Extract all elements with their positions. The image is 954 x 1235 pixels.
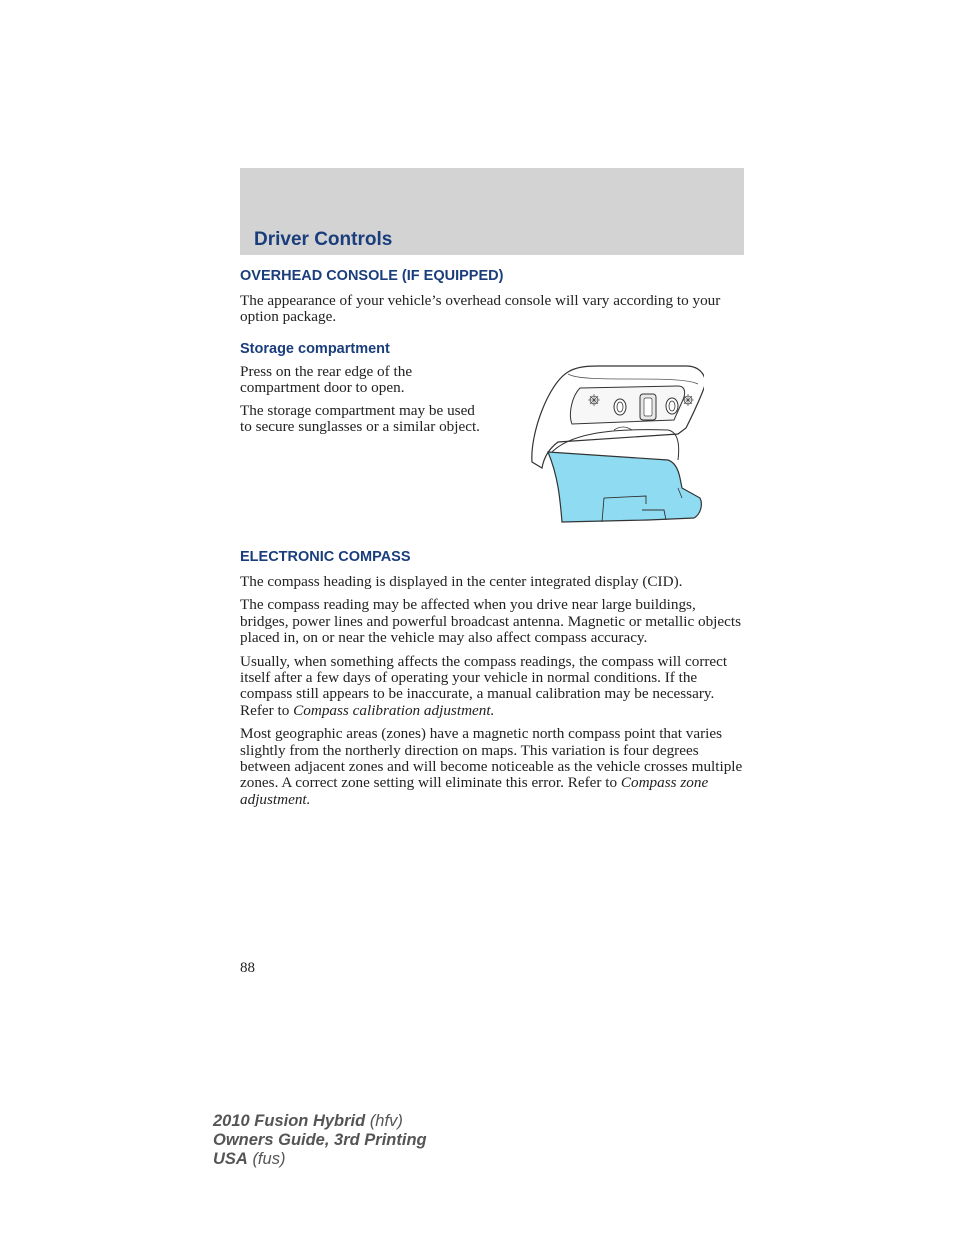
footer-guide: Owners Guide, 3rd Printing (213, 1131, 427, 1149)
section-header-band (240, 168, 744, 255)
overhead-console-drawing (528, 364, 704, 524)
compass-paragraph-3-text: Usually, when something affects the compass readings, the compass will correct itself after a few days of operating your vehicle in normal conditions. If the compass still appears to be inaccurate, a manual calibration may be necessary. Refer to (240, 652, 728, 719)
storage-compartment-heading: Storage compartment (240, 341, 390, 357)
overhead-console-heading-wrap (240, 268, 503, 284)
overhead-console-intro: The appearance of your vehicle’s overhead console will vary according to your option package. (240, 292, 721, 326)
lamp-button-right-icon (666, 398, 678, 414)
compass-paragraph-2: The compass reading may be affected when you drive near large buildings, bridges, power lines and powerful broadcast antenna. Magnetic or metallic objects placed in, on or near the vehicle may also affect compass accuracy. (240, 596, 742, 647)
storage-paragraph-2: The storage compartment may be used to secure sunglasses or a similar object. (240, 401, 480, 436)
compass-calibration-reference: Compass calibration adjustment. (293, 701, 495, 719)
document-footer (213, 1112, 427, 1169)
compass-paragraph-4-text: Most geographic areas (zones) have a magnetic north compass point that varies slightly from the northerly direction on maps. This variation is four degrees between adjacent zones and will become noticeable as the vehicle crosses multiple zones. A correct zone setting will eliminate this error. Refer to (240, 725, 743, 792)
overhead-console-intro-wrap (240, 293, 746, 326)
overhead-console-heading: OVERHEAD CONSOLE (IF EQUIPPED) (240, 268, 504, 284)
compass-heading-wrap (240, 549, 411, 565)
footer-market: USA (213, 1150, 248, 1168)
storage-door (548, 452, 701, 522)
lamp-button-left-icon (614, 399, 626, 415)
footer-line-1 (213, 1112, 427, 1131)
compass-body (240, 574, 746, 808)
storage-text-wrap (240, 364, 480, 436)
footer-market-code: (fus) (252, 1150, 286, 1168)
compass-paragraph-4 (240, 726, 746, 808)
overhead-console-illustration (528, 364, 704, 524)
footer-model-code: (hfv) (369, 1112, 403, 1130)
footer-line-3 (213, 1150, 427, 1169)
storage-paragraph-1: Press on the rear edge of the compartment door to open. (240, 363, 413, 397)
compass-zone-reference: Compass zone adjustment. (240, 774, 709, 808)
storage-heading-wrap (240, 341, 390, 357)
footer-model: 2010 Fusion Hybrid (213, 1112, 366, 1130)
page-number: 88 (240, 960, 255, 976)
footer-line-2 (213, 1131, 427, 1150)
electronic-compass-heading: ELECTRONIC COMPASS (240, 549, 411, 565)
compass-paragraph-3 (240, 654, 746, 720)
compass-paragraph-1: The compass heading is displayed in the center integrated display (CID). (240, 573, 683, 590)
section-title: Driver Controls (254, 229, 393, 250)
